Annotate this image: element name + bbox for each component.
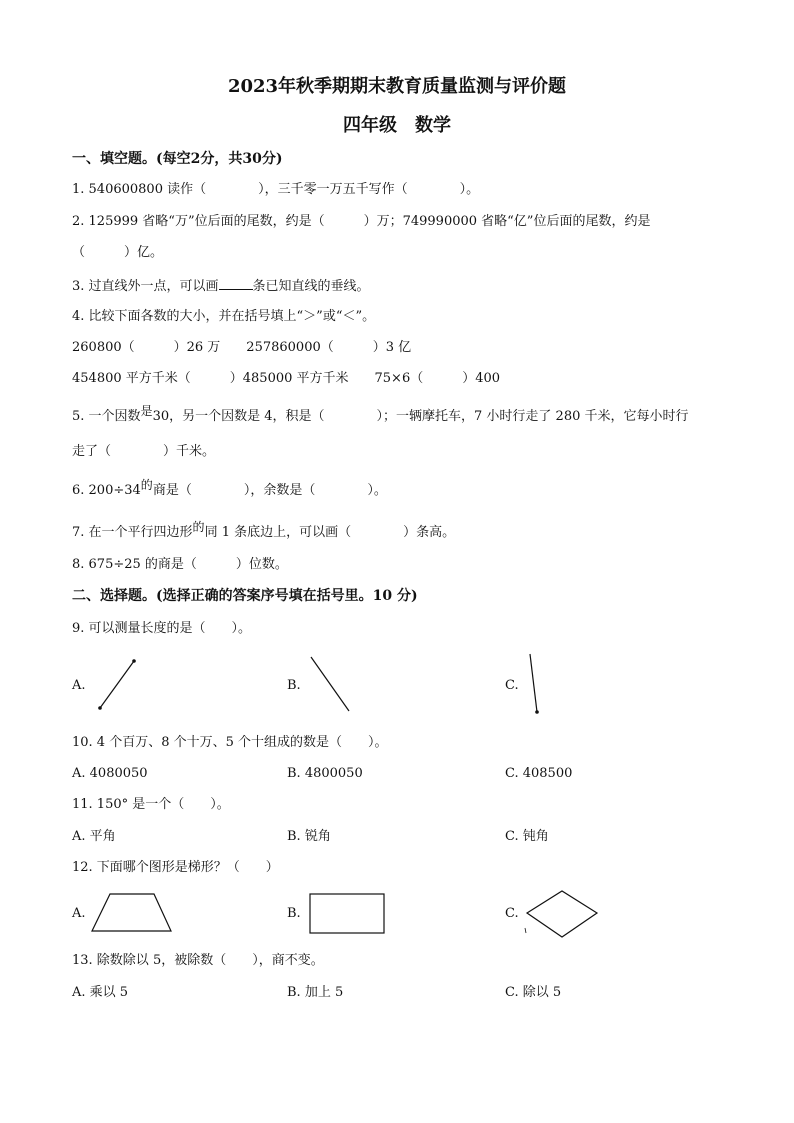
- question-6-text-after: 商是（ ），余数是（ ）。: [152, 483, 387, 498]
- option-c[interactable]: C. 钝角: [505, 829, 549, 844]
- question-7-superscript: 的: [192, 520, 205, 534]
- question-12: 12. 下面哪个图形是梯形？（ ）: [72, 860, 279, 875]
- question-8: 8. 675÷25 的商是（ ）位数。: [72, 557, 288, 572]
- option-a[interactable]: A. 平角: [72, 829, 116, 844]
- option-b[interactable]: B. 4800050: [287, 766, 363, 781]
- question-2-line-2: （ ）亿。: [72, 245, 164, 260]
- question-5-line-2: 走了（ ）千米。: [72, 444, 216, 459]
- question-5-text-after: 30，另一个因数是 4，积是（ ）；一辆摩托车，7 小时行走了 280 千米，它每小时行: [152, 409, 689, 424]
- question-5-superscript: 是: [140, 404, 153, 418]
- option-c[interactable]: C.: [505, 906, 519, 921]
- option-b[interactable]: B.: [287, 678, 301, 693]
- option-b[interactable]: B. 加上 5: [287, 985, 344, 1000]
- question-6-superscript: 的: [140, 478, 153, 492]
- question-6-text-before: 6. 200÷34: [72, 483, 141, 498]
- exam-subtitle: 四年级 数学: [343, 115, 451, 136]
- option-c[interactable]: C.: [505, 678, 519, 693]
- option-a[interactable]: A. 4080050: [72, 766, 148, 781]
- question-9: 9. 可以测量长度的是（ ）。: [72, 621, 252, 636]
- option-a[interactable]: A. 乘以 5: [72, 985, 129, 1000]
- option-b[interactable]: B.: [287, 906, 301, 921]
- question-4-row-2: 454800 平方千米（ ）485000 平方千米 75×6（ ）400: [72, 371, 501, 386]
- question-11: 11. 150° 是一个（ ）。: [72, 797, 230, 812]
- question-3-text-after: 条已知直线的垂线。: [252, 279, 370, 294]
- question-5-text-before: 5. 一个因数: [72, 409, 141, 424]
- option-c[interactable]: C. 除以 5: [505, 985, 562, 1000]
- section-heading-fill-blank: 一、填空题。(每空2分，共30分): [72, 151, 283, 167]
- question-3-text-before: 3. 过直线外一点，可以画: [72, 279, 219, 294]
- option-a[interactable]: A.: [72, 906, 86, 921]
- question-7-text-before: 7. 在一个平行四边形: [72, 525, 193, 540]
- question-4: 4. 比较下面各数的大小，并在括号填上“＞”或“＜”。: [72, 309, 376, 324]
- question-1: 1. 540600800 读作（ ），三千零一万五千写作（ ）。: [72, 182, 480, 197]
- question-4-row-1: 260800（ ）26 万 257860000（ ）3 亿: [72, 340, 412, 355]
- option-c[interactable]: C. 408500: [505, 766, 573, 781]
- question-10: 10. 4 个百万、8 个十万、5 个十组成的数是（ ）。: [72, 735, 388, 750]
- question-2-line-1: 2. 125999 省略“万”位后面的尾数，约是（ ）万；749990000 省略“亿”位后面的尾数，约是: [72, 214, 651, 229]
- exam-title: 2023年秋季期期末教育质量监测与评价题: [227, 76, 567, 97]
- question-13: 13. 除数除以 5，被除数（ ），商不变。: [72, 953, 324, 968]
- section-heading-choice: 二、选择题。(选择正确的答案序号填在括号里。10 分): [72, 588, 418, 604]
- option-b[interactable]: B. 锐角: [287, 829, 331, 844]
- question-7-text-after: 同 1 条底边上，可以画（ ）条高。: [204, 525, 456, 540]
- option-a[interactable]: A.: [72, 678, 86, 693]
